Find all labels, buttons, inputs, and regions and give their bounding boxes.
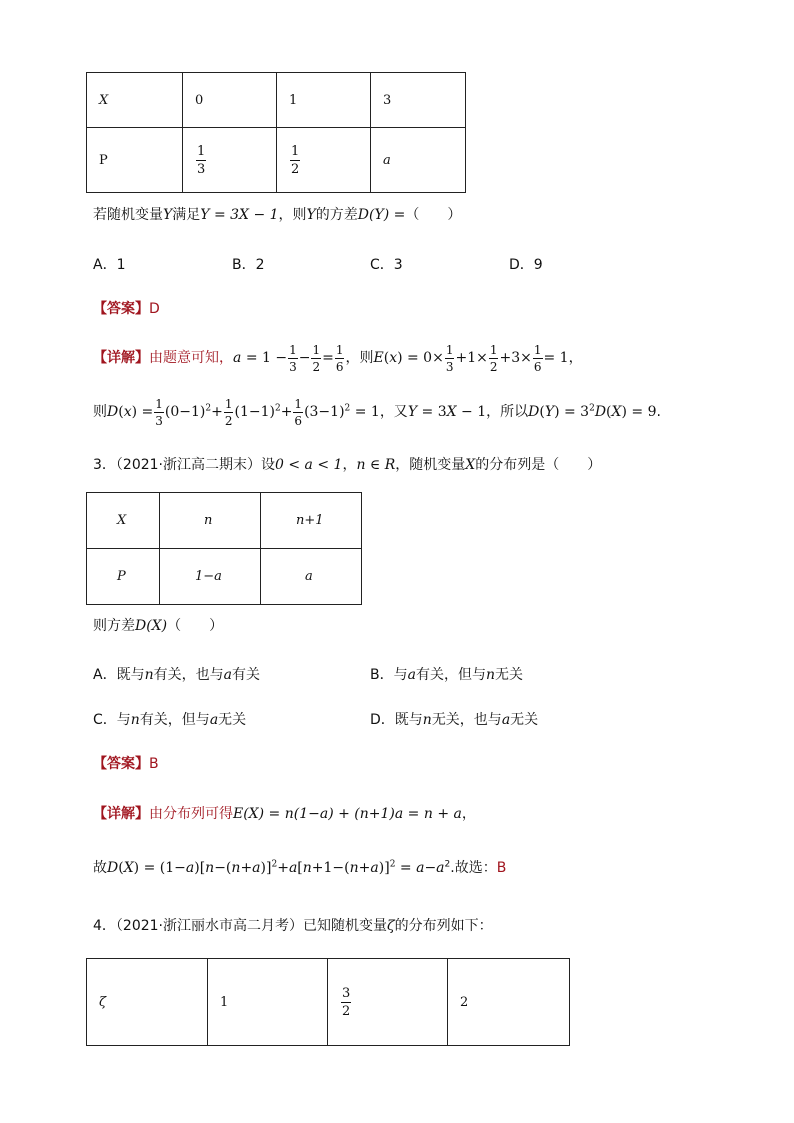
option-b: B．与a有关，但与n无关 — [370, 667, 523, 683]
table-cell: 1−a — [160, 549, 261, 605]
table-cell: X — [87, 73, 183, 128]
option-c: C．与n有关，但与a无关 — [93, 712, 247, 728]
table-cell: 2 — [448, 959, 570, 1046]
option-c: C．3 — [370, 257, 403, 273]
distribution-table-1 — [86, 72, 466, 193]
table-cell: ζ — [87, 959, 208, 1046]
detail-line-2: 故$D(X) = (1-a)[n-(n+a)]^2+a[n+1-(n+a)]^2 = a-a^2$.故选：B — [93, 859, 507, 876]
option-b: B．2 — [232, 257, 265, 273]
table-cell: $\frac{1}{2}$ — [277, 128, 371, 193]
table-cell: n — [160, 493, 261, 549]
table-cell: 1 — [277, 73, 371, 128]
option-d: D．9 — [509, 257, 543, 273]
table-cell: X — [87, 493, 160, 549]
table-cell: 0 — [183, 73, 277, 128]
table-row — [87, 128, 466, 193]
answer-line: 【答案】D — [93, 301, 160, 317]
answer-line: 【答案】B — [93, 756, 159, 772]
table-cell: a — [261, 549, 362, 605]
question-4-stem: 4．（2021·浙江丽水市高二月考）已知随机变量ζ的分布列如下： — [93, 918, 493, 934]
table-row — [87, 549, 362, 605]
distribution-table-3 — [86, 958, 570, 1046]
question-3-stem: 3．（2021·浙江高二期末）设0 < a < 1，n ∈ R，随机变量X的分布列是（ ） — [93, 457, 602, 473]
table-cell: a — [371, 128, 466, 193]
table-cell: n+1 — [261, 493, 362, 549]
table-cell: 3 — [371, 73, 466, 128]
table-cell: $\frac{1}{3}$ — [183, 128, 277, 193]
option-a: A．1 — [93, 257, 126, 273]
table-row — [87, 73, 466, 128]
question-3-prompt: 则方差D(X)（ ） — [93, 618, 224, 634]
table-cell: $\frac{3}{2}$ — [328, 959, 448, 1046]
option-d: D．既与n无关，也与a无关 — [370, 712, 539, 728]
table-row — [87, 493, 362, 549]
detail-line-1: 【详解】由分布列可得E(X) = n(1−a) + (n+1)a = n + a， — [93, 806, 476, 822]
table-cell: 1 — [208, 959, 328, 1046]
question-2-stem: 若随机变量Y满足Y = 3X − 1，则Y的方差D(Y) =（ ） — [93, 207, 462, 223]
detail-line-1: 【详解】 由题意可知， a = 1 − $\frac{1}{3}$ − $\frac{1}{2}$ = $\frac{1}{6}$ ，则 E ( x ) = 0× $\frac{1}{3}$ +1× $\frac{1}{2}$ +3× $\frac{1}{6}$ = 1 ， — [93, 342, 583, 374]
table-cell: P — [87, 128, 183, 193]
table-row — [87, 959, 570, 1046]
distribution-table-2 — [86, 492, 362, 605]
detail-line-2: 则 D ( x ) = $\frac{1}{3}$ $(0-1)^2+$ $\frac{1}{2}$ $(1-1)^2+$ $\frac{1}{6}$ $(3-1)^2 = 1$ ，又 Y = 3 X − 1 ，所以 D ( Y ) = $3^2$ D ( X ) = 9 . — [93, 396, 661, 428]
option-a: A．既与n有关，也与a有关 — [93, 667, 260, 683]
table-cell: P — [87, 549, 160, 605]
